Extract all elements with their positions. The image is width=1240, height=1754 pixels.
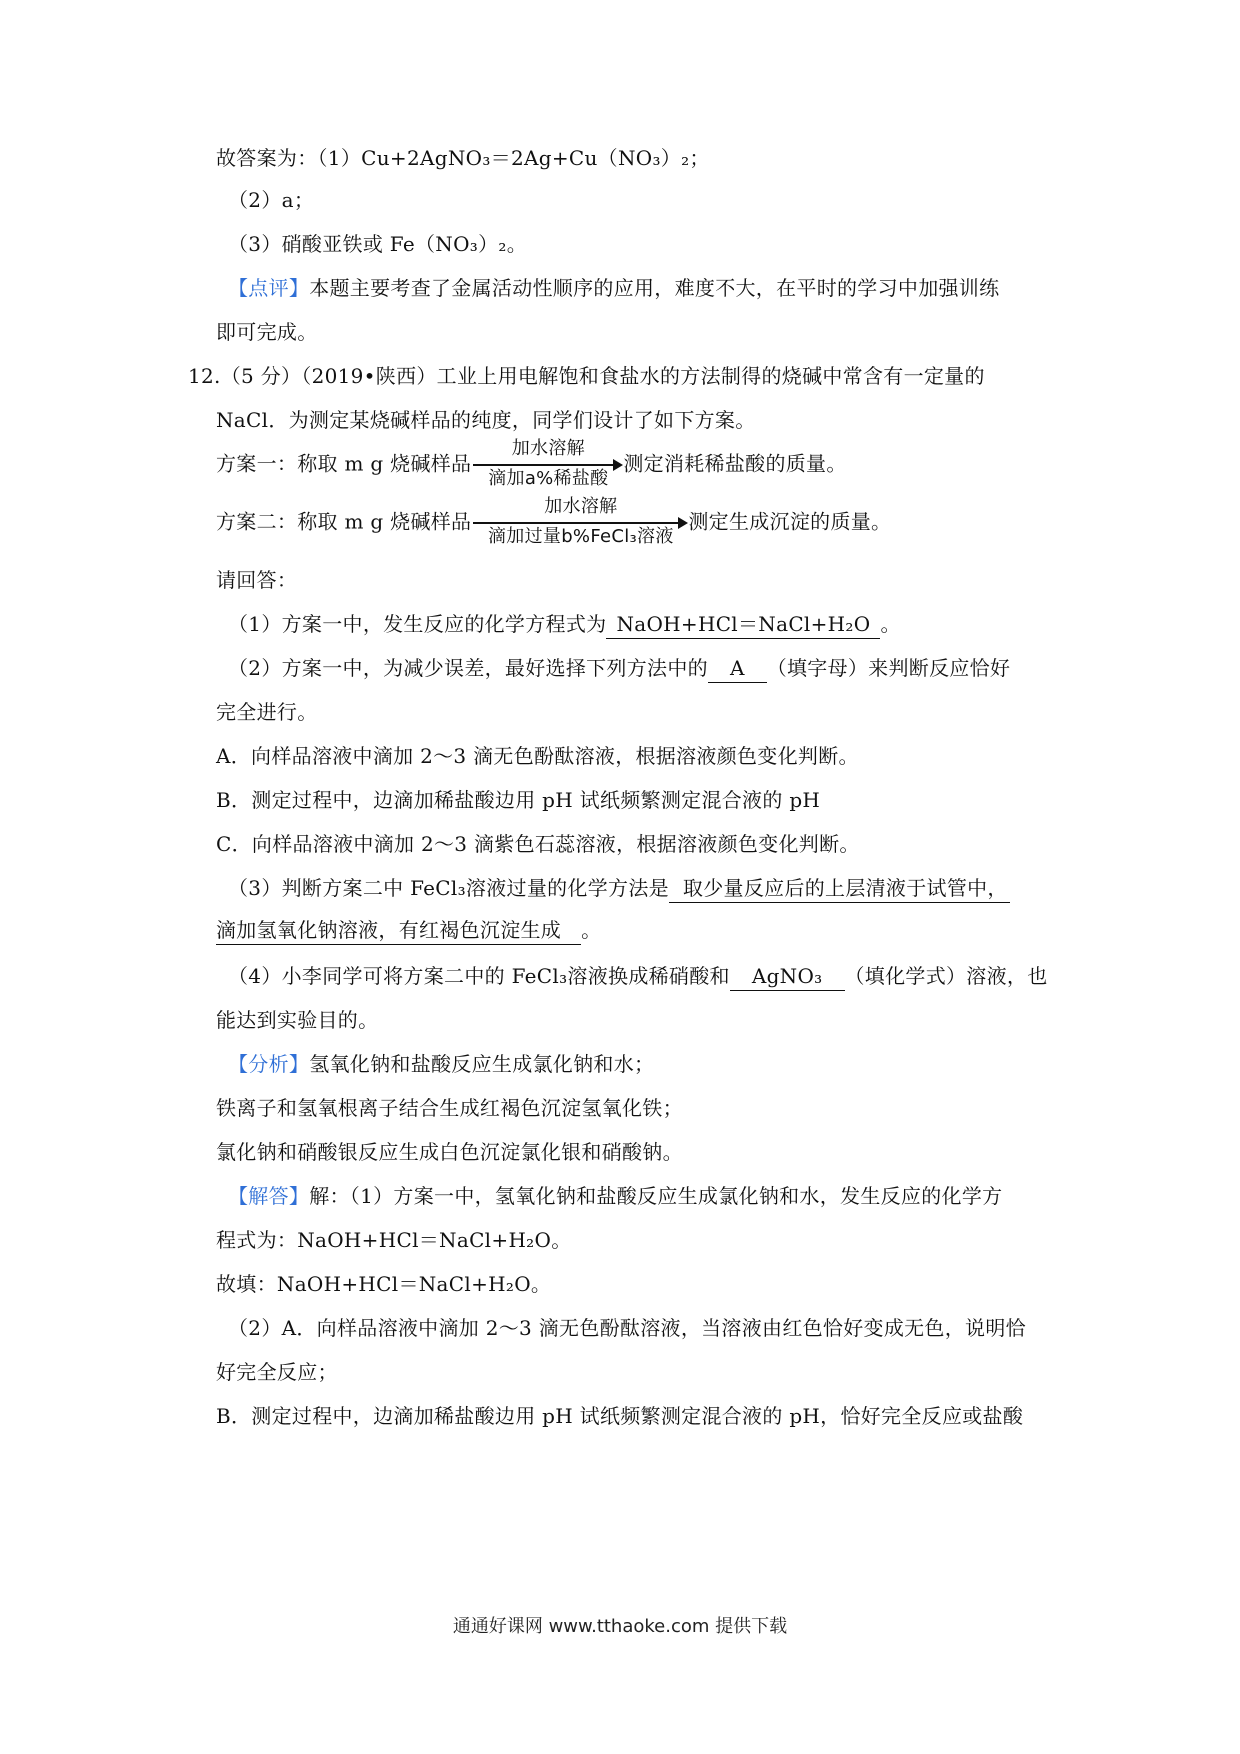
plan-one-arrow [473,438,623,492]
plan-two-suffix: 测定生成沉淀的质量。 [688,509,892,534]
plan-one-arrow-top: 加水溶解 [511,438,585,459]
comment-tag: 【点评】 [228,276,310,300]
plan-one [216,438,847,492]
answer-3-blank-line-1: 取少量反应后的上层清液于试管中， [669,876,1010,903]
option-c: C．向样品溶液中滴加 2～3 滴紫色石蕊溶液，根据溶液颜色变化判断。 [216,832,860,856]
option-a: A．向样品溶液中滴加 2～3 滴无色酚酞溶液，根据溶液颜色变化判断。 [216,744,859,768]
answer-2-suffix: （填字母）来判断反应恰好 [766,656,1011,680]
answer-summary-line-2: （2）a； [228,188,315,212]
answer-3-line-2 [216,916,601,945]
answer-summary-line-3: （3）硝酸亚铁或 Fe（NO₃）₂。 [228,232,528,256]
solution-line-6: B．测定过程中，边滴加稀盐酸边用 pH 试纸频繁测定混合液的 pH，恰好完全反应或盐酸 [216,1404,1024,1428]
option-b: B．测定过程中，边滴加稀盐酸边用 pH 试纸频繁测定混合液的 pH [216,788,821,812]
comment-paragraph [228,274,999,302]
plan-one-prefix: 方案一：称取 m g 烧碱样品 [216,451,472,476]
comment-continuation: 即可完成。 [216,320,318,344]
answer-summary-line-1: 故答案为：（1）Cu+2AgNO₃＝2Ag+Cu（NO₃）₂； [216,146,710,170]
answer-3-suffix: 。 [581,918,602,942]
answer-2-blank: A [708,656,767,683]
answer-4-blank: AgNO₃ [730,964,845,991]
analysis-line-1: 氢氧化钠和盐酸反应生成氯化钠和水； [309,1052,655,1076]
answer-4-suffix: （填化学式）溶液，也 [844,964,1048,988]
plan-one-suffix: 测定消耗稀盐酸的质量。 [623,451,847,476]
page-footer: 通通好课网 www.tthaoke.com 提供下载 [452,1616,788,1637]
analysis-line-2: 铁离子和氢氧根离子结合生成红褐色沉淀氢氧化铁； [216,1096,683,1120]
answer-1 [228,610,901,639]
plan-two-prefix: 方案二：称取 m g 烧碱样品 [216,509,472,534]
answer-2-line-2: 完全进行。 [216,700,318,724]
plan-two-arrow [473,496,688,550]
answer-1-suffix: 。 [880,612,901,636]
answer-2-prefix: （2）方案一中，为减少误差，最好选择下列方法中的 [228,656,708,680]
question-12-line-2: NaCl．为测定某烧碱样品的纯度，同学们设计了如下方案。 [216,408,756,432]
solution-line-5: 好完全反应； [216,1360,338,1384]
answer-1-blank: NaOH+HCl＝NaCl+H₂O [606,612,880,639]
solution-line-1: 解：（1）方案一中，氢氧化钠和盐酸反应生成氯化钠和水，发生反应的化学方 [309,1184,1003,1208]
solution-line-2: 程式为：NaOH+HCl＝NaCl+H₂O。 [216,1228,572,1252]
plan-two-arrow-top: 加水溶解 [544,496,618,517]
answer-4 [228,962,1048,991]
comment-text: 本题主要考查了金属活动性顺序的应用，难度不大，在平时的学习中加强训练 [309,276,1000,300]
solution-tag: 【解答】 [228,1184,310,1208]
answer-3-blank-line-2: 滴加氢氧化钠溶液，有红褐色沉淀生成 [216,918,581,945]
please-answer: 请回答： [216,568,298,592]
plan-two-arrow-bottom: 滴加过量b%FeCl₃溶液 [488,526,674,547]
answer-2 [228,654,1010,683]
answer-3-prefix: （3）判断方案二中 FeCl₃溶液过量的化学方法是 [228,876,669,900]
solution-paragraph [228,1182,1002,1210]
answer-1-prefix: （1）方案一中，发生反应的化学方程式为 [228,612,607,636]
analysis-tag: 【分析】 [228,1052,310,1076]
plan-two [216,496,891,550]
arrow-shaft [473,464,613,466]
solution-line-4: （2）A．向样品溶液中滴加 2～3 滴无色酚酞溶液，当溶液由红色恰好变成无色，说明恰 [228,1316,1026,1340]
answer-4-prefix: （4）小李同学可将方案二中的 FeCl₃溶液换成稀硝酸和 [228,964,730,988]
plan-one-arrow-bottom: 滴加a%稀盐酸 [488,468,609,489]
solution-line-3: 故填：NaOH+HCl＝NaCl+H₂O。 [216,1272,552,1296]
analysis-line-3: 氯化钠和硝酸银反应生成白色沉淀氯化银和硝酸钠。 [216,1140,683,1164]
answer-3 [228,874,1010,903]
answer-4-line-2: 能达到实验目的。 [216,1008,379,1032]
analysis-paragraph [228,1050,654,1078]
question-12-line-1: 12.（5 分）（2019•陕西）工业上用电解饱和食盐水的方法制得的烧碱中常含有一定量的 [188,364,985,388]
arrow-shaft [473,522,678,524]
